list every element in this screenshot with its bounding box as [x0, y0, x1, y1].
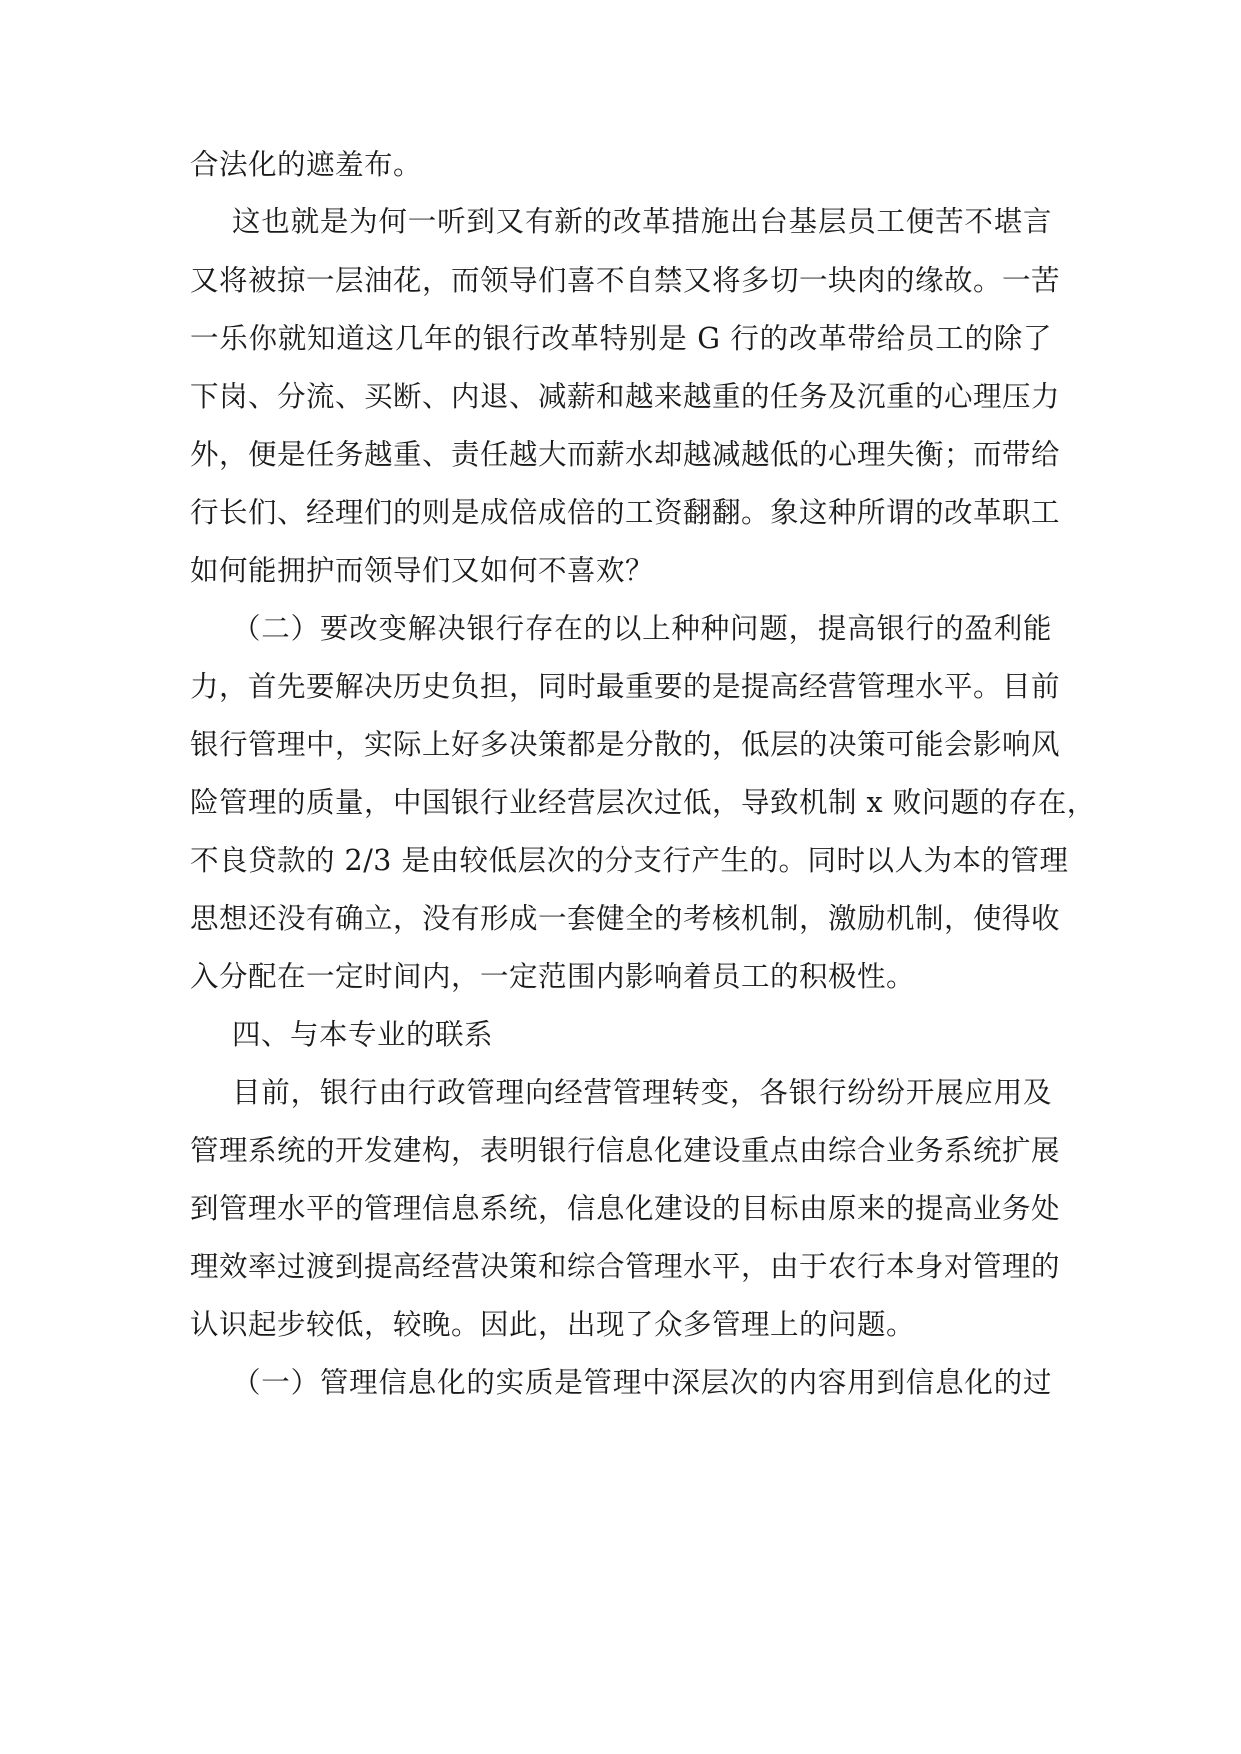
text-line: 如何能拥护而领导们又如何不喜欢？ — [190, 554, 655, 587]
text-line: 外，便是任务越重、责任越大而薪水却越减越低的心理失衡；而带给 — [190, 438, 1061, 471]
section-heading: 四、与本专业的联系 — [232, 1018, 494, 1051]
paragraph-first-line: （二）要改变解决银行存在的以上种种问题，提高银行的盈利能 — [232, 612, 1052, 645]
text-line: 一乐你就知道这几年的银行改革特别是 G 行的改革带给员工的除了 — [190, 322, 1052, 355]
text-line: 认识起步较低，较晚。因此，出现了众多管理上的问题。 — [190, 1308, 916, 1341]
text-line: 思想还没有确立，没有形成一套健全的考核机制，激励机制，使得收 — [190, 902, 1061, 935]
text-line: 入分配在一定时间内，一定范围内影响着员工的积极性。 — [190, 960, 916, 993]
text-line: 又将被掠一层油花，而领导们喜不自禁又将多切一块肉的缘故。一苦 — [190, 264, 1061, 297]
text-line: 银行管理中，实际上好多决策都是分散的，低层的决策可能会影响风 — [190, 728, 1061, 761]
text-line: 管理系统的开发建构，表明银行信息化建设重点由综合业务系统扩展 — [190, 1134, 1061, 1167]
paragraph-first-line: 目前，银行由行政管理向经营管理转变，各银行纷纷开展应用及 — [232, 1076, 1052, 1109]
text-line: 理效率过渡到提高经营决策和综合管理水平，由于农行本身对管理的 — [190, 1250, 1061, 1283]
paragraph-first-line: 这也就是为何一听到又有新的改革措施出台基层员工便苦不堪言 — [232, 205, 1052, 238]
text-line: 险管理的质量，中国银行业经营层次过低，导致机制 x 败问题的存在， — [190, 786, 1096, 819]
text-line: 不良贷款的 2/3 是由较低层次的分支行产生的。同时以人为本的管理 — [190, 844, 1069, 877]
text-line: 下岗、分流、买断、内退、减薪和越来越重的任务及沉重的心理压力 — [190, 380, 1061, 413]
text-line: 合法化的遮羞布。 — [190, 148, 423, 181]
paragraph-first-line: （一）管理信息化的实质是管理中深层次的内容用到信息化的过 — [232, 1366, 1052, 1399]
text-line: 力，首先要解决历史负担，同时最重要的是提高经营管理水平。目前 — [190, 670, 1061, 703]
text-line: 行长们、经理们的则是成倍成倍的工资翻翻。象这种所谓的改革职工 — [190, 496, 1061, 529]
text-line: 到管理水平的管理信息系统，信息化建设的目标由原来的提高业务处 — [190, 1192, 1061, 1225]
